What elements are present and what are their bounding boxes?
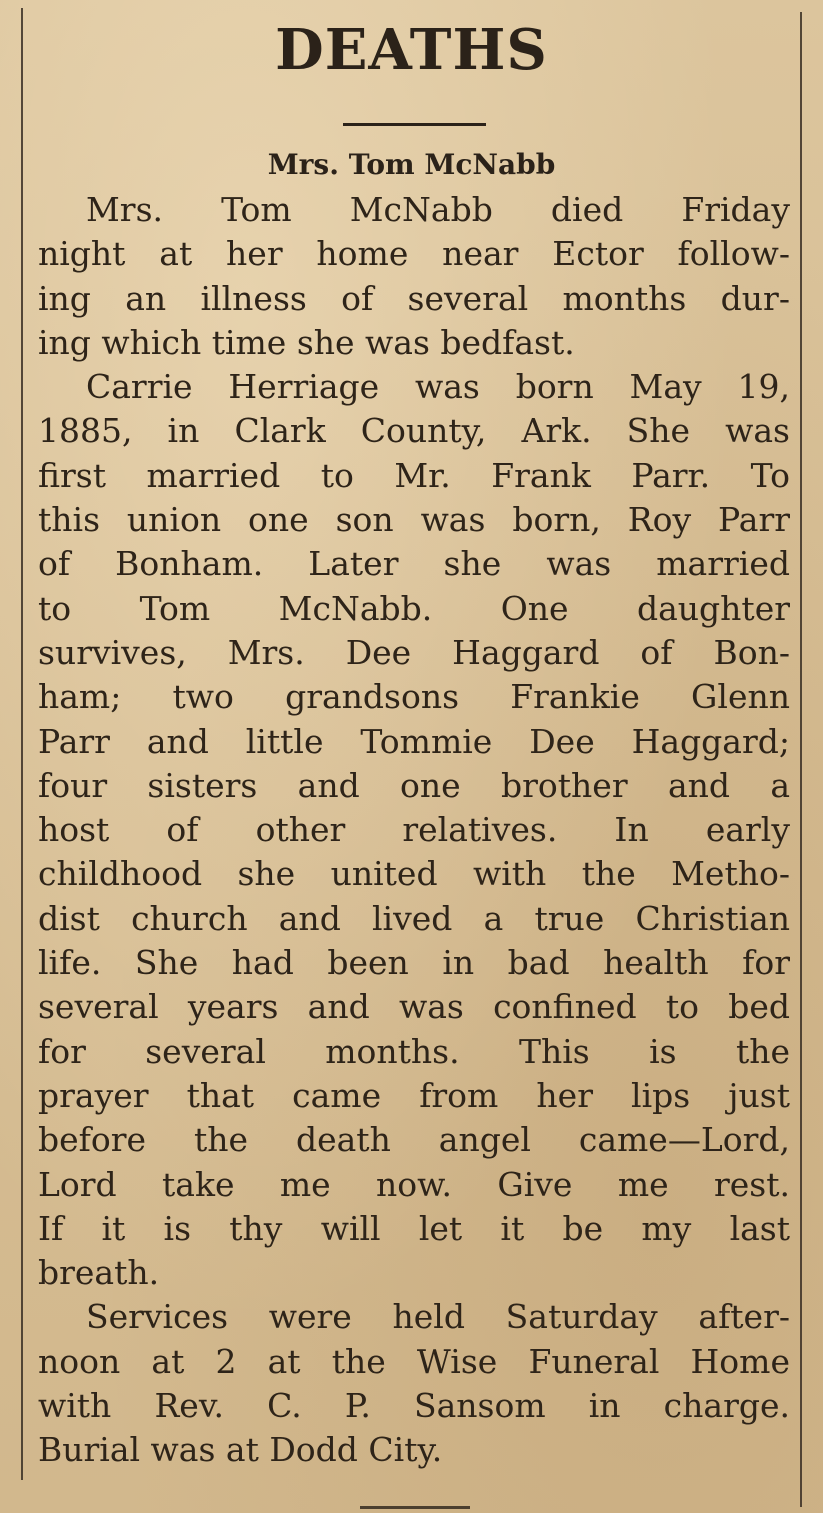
text-line: ing which time she was bedfast. — [38, 322, 575, 362]
text-line: before the death angel came—Lord, — [38, 1120, 790, 1160]
text-line: breath. — [38, 1253, 160, 1293]
paragraph — [38, 1295, 790, 1472]
text-line: Mrs. Tom McNabb died Friday — [86, 190, 790, 229]
text-line: host of other relatives. In early — [38, 810, 790, 850]
text-line: several years and was confined to bed — [38, 987, 790, 1027]
article-body — [38, 188, 790, 1473]
left-column-rule — [21, 8, 23, 1480]
text-line: If it is thy will let it be my last — [38, 1208, 790, 1248]
text-line: prayer that came from her lips just — [38, 1075, 790, 1115]
text-line: childhood she united with the Metho- — [38, 854, 790, 894]
text-line: this union one son was born, Roy Parr — [38, 500, 790, 540]
text-line: to Tom McNabb. One daughter — [38, 588, 790, 628]
bottom-divider — [360, 1506, 470, 1509]
text-line: Services were held Saturday after- — [86, 1297, 790, 1337]
text-line: 1885, in Clark County, Ark. She was — [38, 411, 790, 451]
right-column-rule — [800, 12, 802, 1507]
text-line: survives, Mrs. Dee Haggard of Bon- — [38, 632, 790, 672]
paragraph — [38, 188, 790, 365]
paragraph — [38, 365, 790, 1295]
title-divider — [343, 123, 486, 126]
text-line: ham; two grandsons Frankie Glenn — [38, 677, 790, 717]
text-line: first married to Mr. Frank Parr. To — [38, 455, 790, 495]
text-line: of Bonham. Later she was married — [38, 544, 790, 584]
text-line: with Rev. C. P. Sansom in charge. — [38, 1386, 790, 1426]
text-line: Carrie Herriage was born May 19, — [86, 367, 790, 407]
text-line: night at her home near Ector follow- — [38, 234, 790, 274]
text-line: Parr and little Tommie Dee Haggard; — [38, 721, 790, 761]
text-line: life. She had been in bad health for — [38, 943, 790, 983]
text-line: for several months. This is the — [38, 1031, 790, 1071]
text-line: dist church and lived a true Christian — [38, 898, 790, 938]
text-line: noon at 2 at the Wise Funeral Home — [38, 1341, 790, 1381]
section-title: DEATHS — [275, 17, 548, 83]
text-line: Burial was at Dodd City. — [38, 1430, 443, 1470]
text-line: Lord take me now. Give me rest. — [38, 1164, 790, 1204]
article-headline: Mrs. Tom McNabb — [267, 148, 556, 181]
text-line: ing an illness of several months dur- — [38, 278, 790, 318]
text-line: four sisters and one brother and a — [38, 765, 790, 805]
